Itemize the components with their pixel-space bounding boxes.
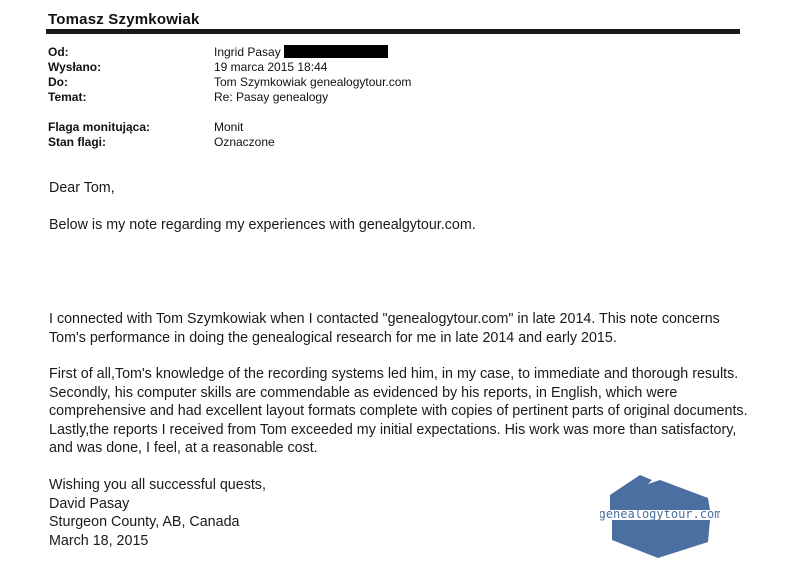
field-value: Monit [214, 120, 244, 134]
logo-shield-icon [600, 470, 720, 560]
field-label: Temat: [48, 90, 87, 104]
field-value: 19 marca 2015 18:44 [214, 60, 328, 74]
closing: Wishing you all successful quests, [49, 477, 266, 493]
field-value: Oznaczone [214, 135, 275, 149]
field-label: Od: [48, 45, 69, 59]
sender-name: Tomasz Szymkowiak [48, 11, 200, 28]
signature-name: David Pasay [49, 496, 130, 512]
signature-location: Sturgeon County, AB, Canada [49, 514, 240, 530]
field-value: Tom Szymkowiak genealogytour.com [214, 75, 412, 89]
logo-text: genealogytour.com [600, 507, 720, 521]
intro-line: Below is my note regarding my experiences with genealgytour.com. [49, 217, 476, 233]
genealogytour-logo [600, 470, 720, 560]
field-value: Re: Pasay genealogy [214, 90, 329, 104]
header-rule [46, 29, 740, 34]
field-label: Wysłano: [48, 60, 102, 74]
signature-date: March 18, 2015 [49, 533, 149, 549]
paragraph-2: First of all,Tom's knowledge of the recording systems led him, in my case, to immediate and thorough results. Secondly, his computer skills are commendable as evidenced by his reports, in English, which were comprehensive and had excellent layout formats complete with copies of pertinent parts of original documents. Lastly,the reports I received from Tom exceeded my initial expectations. His work was more than satisfactory, and was done, I feel, at a reasonable cost. [49, 366, 748, 457]
field-label: Flaga monitująca: [48, 120, 151, 134]
field-label: Do: [48, 75, 68, 89]
field-value [214, 45, 388, 60]
field-label: Stan flagi: [48, 135, 107, 149]
from-name: Ingrid Pasay [214, 45, 281, 59]
paragraph-1: I connected with Tom Szymkowiak when I contacted "genealogytour.com" in late 2014. This note concerns Tom's performance in doing the genealogical research for me in late 2014 and early 2015. [49, 311, 720, 346]
redacted-block [284, 45, 388, 58]
greeting: Dear Tom, [49, 180, 115, 196]
